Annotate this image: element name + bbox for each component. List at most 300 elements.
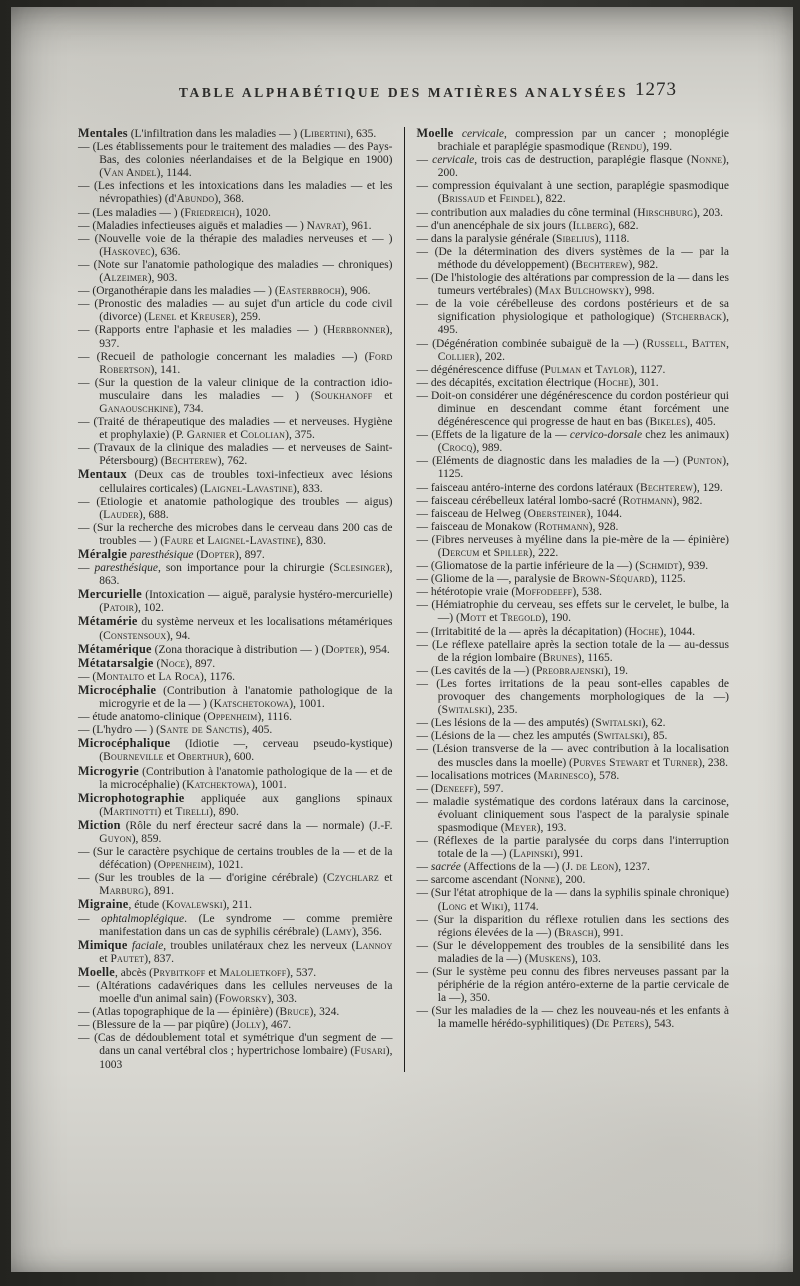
index-entry	[417, 717, 730, 730]
entry-text: (Deux cas de troubles toxi-infectieux avec lésions cellulaires corticales) (	[99, 469, 393, 495]
entry-text: — (De la détermination des divers systèmes de la — par la méthode du développement) (	[416, 245, 729, 271]
index-entry	[417, 482, 730, 495]
entry-text: ), 1144.	[156, 167, 192, 180]
author-name: Friedreich	[184, 206, 236, 219]
entry-text: et	[226, 429, 241, 442]
index-entry	[78, 872, 393, 898]
entry-text: ), 356.	[352, 925, 382, 938]
entry-text: ,	[726, 337, 729, 350]
entry-text: — (Lésions de la — chez les amputés (	[416, 730, 598, 743]
entry-text: ), 1165.	[577, 651, 613, 664]
entry-headword: Mercurielle	[78, 587, 142, 602]
entry-text: ), 734.	[173, 402, 204, 415]
entry-text: — (De l'histologie des altérations par compression de la — dans les tumeurs vertébrales) (	[416, 272, 729, 298]
entry-text: — (Le réflexe patellaire après la section totale de la — au-dessus de la région lombaire (	[416, 638, 729, 664]
index-entry	[417, 626, 730, 639]
index-entry	[78, 377, 393, 416]
entry-text: et	[485, 193, 500, 206]
index-entry	[78, 737, 393, 764]
index-entry	[417, 770, 730, 783]
entry-text: ), 578.	[589, 769, 620, 782]
index-entry	[417, 835, 730, 861]
index-entry	[78, 966, 393, 980]
column-right	[404, 127, 730, 1072]
entry-headword: Métatarsalgie	[78, 655, 154, 670]
author-name: Katschetokowa	[213, 698, 290, 711]
author-name: Hoche	[628, 625, 660, 638]
author-name: Bourneville	[103, 751, 164, 764]
entry-text: — (	[78, 670, 97, 683]
entry-text: — (Pronostic des maladies — au sujet d'un article du code civil (divorce) (	[78, 298, 393, 324]
entry-text: et	[205, 966, 220, 979]
index-entry	[417, 534, 730, 560]
entry-text: ), 324.	[309, 1006, 340, 1019]
author-name: Moffodeeff	[515, 586, 573, 599]
entry-text: ), 600.	[224, 751, 255, 764]
entry-text: (L'infiltration dans les maladies — ) (	[127, 128, 304, 140]
author-name: Lannoy	[355, 939, 393, 952]
author-name: Easterbroch	[278, 285, 341, 298]
entry-text: — Doit-on considérer une dégénérescence du cordon postérieur qui diminue en descendant comme étant forcément une dégénérescence qui progresse de haut en bas (	[416, 389, 729, 429]
entry-text: ), 202.	[475, 350, 505, 363]
entry-text: ), 1020.	[235, 206, 271, 219]
entry-headword: Métamérique	[78, 641, 152, 656]
entry-italic: faciale	[127, 939, 164, 952]
entry-text: ), 200.	[437, 154, 729, 180]
author-name: Nonne	[524, 874, 556, 887]
entry-text: — faisceau de Monakow (	[416, 520, 539, 533]
entry-italic: ophtalmoplégique	[101, 912, 185, 925]
entry-text: — (Nouvelle voie de la thérapie des maladies nerveuses et — ) (	[78, 232, 393, 258]
author-name: Wiki	[480, 900, 504, 913]
entry-text: (Contribution à l'anatomie pathologique de la — et de la microcéphalie) (	[99, 765, 393, 791]
author-name: Oppenheim	[157, 859, 208, 872]
entry-text: (	[153, 657, 161, 670]
entry-text: — (Eléments de diagnostic dans les maladies de la —) (	[416, 455, 687, 468]
author-name: Bruce	[279, 1006, 310, 1019]
author-name: Hirschburg	[637, 206, 694, 219]
index-entry	[78, 220, 393, 233]
entry-text: . (Le syndrome — comme première manifestation dans un cas de syphilis cérébrale) (	[99, 912, 393, 938]
entry-text: ), 19.	[604, 664, 629, 677]
entry-text: ), 954.	[360, 643, 390, 656]
index-entry	[417, 586, 730, 599]
entry-text: ), 859.	[131, 832, 162, 845]
author-name: Oppenheim	[207, 711, 258, 724]
entry-text: — étude anatomo-clinique (	[78, 711, 208, 724]
index-entry	[78, 846, 393, 872]
index-entry	[417, 390, 730, 429]
entry-text: — (Maladies infectieuses aiguës et maladies — )	[78, 219, 307, 232]
entry-text: ), 238.	[698, 756, 728, 769]
index-entry	[78, 442, 393, 468]
author-name: Soukhanoff	[314, 389, 373, 402]
index-entry	[417, 573, 730, 586]
index-entry	[417, 272, 730, 298]
entry-text: — sarcome ascendant (	[416, 874, 525, 887]
entry-text: et	[466, 900, 481, 913]
index-entry	[417, 298, 730, 337]
entry-text: ), 495.	[437, 311, 729, 337]
index-entry	[78, 324, 393, 350]
entry-text: — (Sur la disparition du réflexe rotulien dans les sections des régions élevées de la —) (	[416, 913, 729, 939]
author-name: Brunes	[542, 651, 578, 664]
index-entry	[417, 796, 730, 835]
index-entry	[78, 657, 393, 671]
entry-text: , son importance pour la chirurgie (	[158, 562, 334, 575]
entry-text: —	[78, 562, 95, 575]
entry-text: ), 822.	[535, 193, 566, 206]
author-name: Purves Stewart	[572, 756, 649, 769]
author-name: Czychlarz	[326, 872, 379, 885]
author-name: Marburg	[99, 885, 145, 898]
entry-text: — des décapités, excitation électrique (	[416, 376, 598, 389]
author-name: Pautet	[110, 952, 145, 965]
entry-text: ), 1125.	[437, 455, 729, 481]
entry-text: chez les animaux) (	[437, 429, 730, 455]
index-entry	[417, 639, 730, 665]
entry-text: ), 199.	[642, 141, 673, 154]
entry-text: ), 467.	[261, 1019, 292, 1032]
entry-text: et	[99, 952, 111, 965]
index-entry	[417, 861, 730, 874]
index-entry	[417, 874, 730, 887]
entry-text: et	[193, 534, 208, 547]
index-entry	[78, 643, 393, 657]
entry-text: (Intoxication — aiguë, paralysie hystéro-mercurielle) (	[99, 589, 393, 615]
author-name: Patoir	[103, 602, 135, 615]
entry-text: ), 830.	[296, 534, 327, 547]
entry-text: — (L'hydro — ) (	[78, 724, 160, 737]
entry-text: ), 897.	[235, 549, 265, 561]
author-name: Fusari	[354, 1045, 386, 1058]
author-name: Faure	[164, 534, 194, 547]
entry-text: ), 1044.	[659, 625, 696, 638]
author-name: Lapinski	[513, 848, 554, 861]
index-entry	[417, 127, 730, 154]
author-name: Spiller	[493, 547, 529, 559]
author-name: Noce	[160, 657, 186, 670]
author-name: Crocq	[441, 442, 473, 455]
author-name: Laignel-Lavastine	[203, 482, 293, 495]
entry-text: ), 1118.	[594, 232, 630, 245]
entry-text: — (Les fortes irritations de la peau sont-elles capables de provoquer des changements morphologiques de la —) (	[416, 677, 729, 717]
author-name: Max Bulchowsky	[538, 285, 625, 298]
entry-text: ), 1021.	[207, 859, 244, 872]
entry-text: ,	[684, 337, 692, 350]
author-name: Constensoux	[103, 629, 167, 642]
entry-text: , compression par un cancer ; monoplégie brachiale et paraplégie spasmodique (	[437, 128, 729, 154]
index-entry	[417, 730, 730, 743]
entry-text: ), 1127.	[630, 363, 666, 376]
entry-headword: Métamérie	[78, 614, 138, 629]
entry-text: et	[372, 389, 393, 402]
index-entry	[417, 233, 730, 246]
column-left	[78, 127, 404, 1072]
entry-text: — (Sur le caractère psychique de certains troubles de la — et de la défécation) (	[78, 846, 393, 872]
author-name: Lauder	[103, 508, 139, 521]
entry-text: et	[581, 363, 596, 376]
entry-text: — (Sur le système peu connu des fibres nerveuses passant par la périphérie de la région antéro-externe de la partie cervicale de la —), 350.	[416, 966, 729, 1005]
entry-text: — (Organothérapie dans les maladies — ) (	[78, 285, 279, 298]
index-entry	[78, 684, 393, 711]
entry-text: ), 129.	[693, 481, 723, 494]
index-entry	[78, 285, 393, 298]
entry-text: ), 538.	[572, 586, 603, 599]
entry-text: ), 1174.	[503, 900, 539, 913]
index-entry	[78, 562, 393, 588]
index-entry	[417, 743, 730, 769]
entry-text: ), 537.	[286, 966, 317, 979]
entry-text: ), 85.	[643, 730, 668, 743]
entry-text: ), 62.	[641, 717, 666, 730]
index-entry	[78, 898, 393, 912]
entry-text: — compression équivalant à une section, paraplégie spasmodique (	[416, 180, 729, 206]
index-entry	[417, 914, 730, 940]
author-name: Hoche	[597, 376, 629, 389]
author-name: Martinotti	[103, 805, 158, 818]
entry-text: — (Gliome de la —, paralysie de	[416, 573, 573, 586]
entry-text: ), 259.	[231, 311, 261, 324]
entry-text: ), 1044.	[586, 507, 623, 520]
author-name: Alzeimer	[103, 272, 148, 285]
author-name: Navrat	[306, 219, 342, 232]
author-name: Rothmann	[622, 494, 673, 507]
entry-text: — (Gliomatose de la partie inférieure de la —) (	[416, 560, 640, 573]
index-columns	[78, 127, 729, 1072]
entry-text: ), 863.	[99, 562, 393, 588]
entry-text: ), 906.	[340, 285, 371, 298]
entry-text: ), 688.	[138, 508, 169, 521]
author-name: Van Andel	[103, 167, 157, 180]
entry-text: — maladie systématique des cordons latéraux dans la carcinose, évoluant cliniquement sous l'aspect de la paralysie spinale spasmodique (	[416, 795, 729, 834]
entry-text: (	[193, 549, 201, 561]
entry-text: — (	[416, 782, 435, 795]
entry-text: ), 94.	[166, 629, 191, 642]
author-name: Taylor	[595, 363, 631, 376]
entry-text: — (Les maladies — ) (	[78, 206, 185, 219]
author-name: Tregold	[500, 612, 542, 625]
index-entry	[78, 127, 393, 141]
author-name: De Peters	[595, 1018, 645, 1031]
index-entry	[78, 1019, 393, 1032]
entry-text: ), 1125.	[650, 573, 686, 586]
index-entry	[417, 180, 730, 206]
author-name: Dopter	[200, 549, 236, 561]
entry-text: ), 998.	[624, 285, 655, 298]
author-name: Muskens	[528, 952, 572, 965]
entry-text: ), 375.	[285, 429, 315, 442]
entry-text: — (Travaux de la clinique des maladies — et nerveuses de Saint-Pétersbourg) (	[78, 442, 393, 468]
author-name: Deneeff	[434, 782, 474, 795]
author-name: Libertini	[303, 128, 347, 140]
author-name: Schmidt	[639, 560, 679, 573]
entry-text: appliquée aux ganglions spinaux (	[99, 792, 393, 818]
author-name: Preobrajenski	[535, 664, 605, 677]
author-name: Rothmann	[538, 520, 589, 533]
index-entry	[417, 220, 730, 233]
index-entry	[417, 560, 730, 573]
entry-italic: paresthésique	[94, 562, 158, 575]
entry-text: — d'un anencéphale de six jours (	[416, 219, 573, 232]
entry-text: — (Réflexes de la partie paralysée du corps dans l'interruption totale de la —) (	[416, 835, 729, 861]
entry-text: — (Atlas topographique de la — épinière) (	[78, 1006, 280, 1019]
entry-text: du système nerveux et les localisations métamériques (	[99, 616, 393, 642]
entry-headword: Moelle	[78, 964, 116, 979]
author-name: Malolietkoff	[219, 966, 287, 979]
entry-text: ), 982.	[672, 494, 703, 507]
entry-text: — (Sur les maladies de la — chez les nouveau-nés et les enfants à la mamelle hérédo-syphilitiques) (	[416, 1005, 729, 1031]
author-name: Collier	[437, 350, 476, 363]
entry-text: — dégénérescence diffuse (	[416, 363, 545, 376]
author-name: Obersteiner	[527, 507, 587, 520]
entry-text: ), 1237.	[614, 861, 650, 874]
entry-text: — faisceau antéro-interne des cordons latéraux (	[416, 481, 641, 494]
index-entry	[417, 599, 730, 625]
author-name: Garnier	[186, 429, 227, 442]
entry-text: ), 203.	[693, 206, 724, 219]
index-entry	[417, 1005, 730, 1031]
author-name: Katchektowa	[186, 778, 252, 791]
index-entry	[417, 154, 730, 180]
entry-text: ), 635.	[346, 128, 377, 140]
entry-text: — (Altérations cadavériques dans les cellules nerveuses de la moelle d'un animal sain) (	[78, 980, 393, 1006]
entry-text: — dans la paralysie générale (	[416, 232, 557, 245]
index-entry	[417, 455, 730, 481]
author-name: La Roca	[158, 670, 200, 683]
author-name: Bechterew	[575, 258, 629, 271]
entry-text: — (Effets de la ligature de la —	[416, 429, 570, 442]
index-entry	[417, 429, 730, 455]
index-entry	[78, 1006, 393, 1019]
entry-italic: cervicale	[453, 128, 505, 140]
entry-text: ), 682.	[608, 219, 639, 232]
entry-text: ), 102.	[134, 602, 164, 615]
entry-text: — (Dégénération combinée subaiguë de la —) (	[416, 337, 647, 350]
author-name: Jolly	[235, 1019, 262, 1032]
author-name: Meyer	[504, 821, 537, 834]
entry-text: et	[163, 751, 178, 764]
entry-text: et	[479, 547, 494, 559]
entry-text: —	[78, 912, 102, 925]
entry-text: et	[144, 670, 159, 683]
entry-text: ), 991.	[553, 848, 584, 861]
author-name: Montalto	[96, 670, 145, 683]
entry-text: ), 1001.	[289, 698, 325, 711]
entry-text: ), 837.	[144, 952, 174, 965]
entry-text: ), 636.	[150, 245, 181, 258]
entry-text: (Idiotie —, cerveau pseudo-kystique) (	[99, 738, 393, 764]
index-entry	[78, 298, 393, 324]
entry-text: ), 903.	[147, 272, 178, 285]
index-entry	[417, 665, 730, 678]
entry-text: — de la voie cérébelleuse des cordons postérieurs et de sa signification physiologique et pathologique) (	[416, 298, 729, 324]
entry-text: — (Les infections et les intoxications dans les maladies — et les névropathies) (d'	[78, 180, 393, 206]
author-name: Bechterew	[164, 455, 218, 468]
entry-italic: cervicale	[432, 154, 475, 167]
author-name: Kovalewski	[165, 899, 223, 912]
entry-text: (Contribution à l'anatomie pathologique de la microgyrie et de la — ) (	[99, 684, 393, 711]
entry-text: et	[486, 612, 501, 625]
entry-text: ), 190.	[541, 612, 572, 625]
author-name: Foworsky	[218, 993, 268, 1006]
entry-text: — (Recueil de pathologie concernant les maladies —) (	[78, 350, 369, 363]
index-entry	[417, 783, 730, 796]
author-name: Switalski	[441, 704, 488, 717]
entry-text: ), 982.	[628, 258, 659, 271]
entry-text: ), 200.	[555, 874, 586, 887]
index-entry	[417, 887, 730, 913]
page-content	[78, 7, 729, 1272]
index-entry	[417, 940, 730, 966]
index-entry	[417, 966, 730, 1005]
author-name: Tirelli	[175, 805, 210, 818]
entry-text: ), 222.	[528, 547, 559, 559]
author-name: Brown-Séquard	[572, 573, 651, 586]
index-entry	[417, 508, 730, 521]
entry-text: , troubles unilatéraux chez les nerveux (	[163, 939, 356, 952]
entry-text: et	[176, 311, 191, 324]
entry-text: ), 762.	[217, 455, 248, 468]
entry-text: ), 991.	[593, 926, 624, 939]
author-name: Long	[441, 900, 467, 913]
author-name: Oberthur	[177, 751, 225, 764]
index-entry	[417, 495, 730, 508]
entry-headword: Mentales	[78, 126, 128, 140]
entry-text: ), 211.	[222, 899, 252, 912]
author-name: Kreuser	[190, 311, 232, 324]
index-entry	[417, 377, 730, 390]
entry-italic: paresthésique	[127, 549, 194, 561]
entry-text: ), 891.	[144, 885, 174, 898]
author-name: Switalski	[595, 717, 642, 730]
entry-text: ), 1116.	[257, 711, 293, 724]
index-entry	[78, 792, 393, 819]
entry-text: ), 303.	[267, 993, 298, 1006]
author-name: Switalski	[597, 730, 644, 743]
author-name: Dercum	[441, 547, 480, 559]
entry-text: ), 937.	[99, 324, 393, 350]
author-name: Ford Robertson	[99, 350, 393, 376]
index-entry	[78, 180, 393, 206]
entry-text: (Rôle du nerf érecteur sacré dans la — normale) (J.-F.	[120, 819, 393, 832]
entry-text: — (Les cavités de la —) (	[416, 664, 536, 677]
author-name: Feindel	[499, 193, 536, 206]
entry-text: — (Fibres nerveuses à myéline dans la pie-mère de la — épinière) (	[416, 533, 729, 559]
index-entry	[78, 980, 393, 1006]
entry-headword: Microcéphalique	[78, 736, 171, 751]
entry-text: (Affections de la —) (J.	[460, 861, 576, 874]
author-name: Sclesinger	[333, 562, 386, 575]
index-entry	[78, 468, 393, 495]
entry-text: ), 1001.	[251, 778, 287, 791]
entry-text: — (Sur l'état atrophique de la — dans la syphilis spinale chronique) (	[416, 887, 729, 913]
author-name: Illberg	[572, 219, 609, 232]
author-name: Herbronner	[327, 324, 386, 337]
entry-text: ), 1176.	[200, 670, 236, 683]
entry-text: — contribution aux maladies du cône terminal (	[416, 206, 638, 219]
index-entry	[78, 711, 393, 724]
index-entry	[78, 1032, 393, 1071]
index-entry	[78, 548, 393, 562]
author-name: Stcherback	[665, 311, 723, 324]
entry-text: ), 597.	[473, 782, 504, 795]
entry-text: ), 989.	[472, 442, 503, 455]
entry-text: — (Sur les troubles de la — d'origine cérébrale) (	[78, 872, 327, 885]
author-name: Sibelius	[556, 232, 595, 245]
entry-text: ), 103.	[571, 952, 601, 965]
index-entry	[417, 338, 730, 364]
